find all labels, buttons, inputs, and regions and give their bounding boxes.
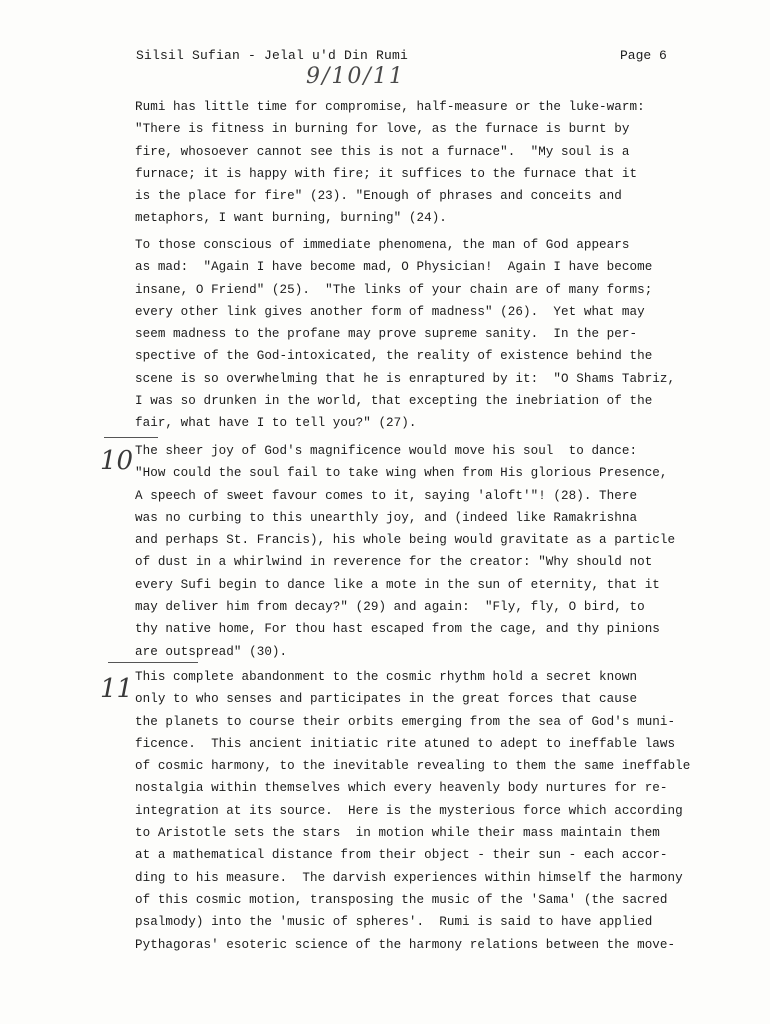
text-line: to Aristotle sets the stars in motion while their mass maintain them xyxy=(135,826,660,841)
text-line: fair, what have I to tell you?" (27). xyxy=(135,416,417,431)
text-line: at a mathematical distance from their object - their sun - each accor- xyxy=(135,848,668,863)
margin-note-10: 10 xyxy=(100,446,134,476)
text-line: I was so drunken in the world, that excepting the inebriation of the xyxy=(135,394,653,409)
text-line: may deliver him from decay?" (29) and again: "Fly, fly, O bird, to xyxy=(135,600,645,615)
text-line: "How could the soul fail to take wing when from His glorious Presence, xyxy=(135,466,668,481)
text-line: To those conscious of immediate phenomena, the man of God appears xyxy=(135,238,630,252)
paragraph-2 xyxy=(135,234,735,435)
text-line: ficence. This ancient initiatic rite atuned to adept to ineffable laws xyxy=(135,736,676,751)
text-line: metaphors, I want burning, burning" (24). xyxy=(135,211,447,226)
text-line: was no curbing to this unearthly joy, and (indeed like Ramakrishna xyxy=(135,510,638,525)
pencil-divider-line xyxy=(108,662,198,663)
text-line: fire, whosoever cannot see this is not a furnace". "My soul is a xyxy=(135,144,630,159)
text-line: insane, O Friend" (25). "The links of your chain are of many forms; xyxy=(135,282,653,297)
text-line: only to who senses and participates in the great forces that cause xyxy=(135,692,638,707)
margin-note-11: 11 xyxy=(100,674,134,704)
text-line: are outspread" (30). xyxy=(135,644,288,659)
paragraph-1 xyxy=(135,96,735,230)
text-line: and perhaps St. Francis), his whole being would gravitate as a particle xyxy=(135,533,676,548)
text-line: of this cosmic motion, transposing the music of the 'Sama' (the sacred xyxy=(135,892,668,907)
text-line: integration at its source. Here is the mysterious force which according xyxy=(135,803,683,818)
page-number: Page 6 xyxy=(620,48,667,63)
text-line: is the place for fire" (23). "Enough of phrases and conceits and xyxy=(135,189,622,204)
text-line: psalmody) into the 'music of spheres'. Rumi is said to have applied xyxy=(135,915,653,930)
text-line: Pythagoras' esoteric science of the harmony relations between the move- xyxy=(135,937,676,952)
text-line: scene is so overwhelming that he is enraptured by it: "O Shams Tabriz, xyxy=(135,371,676,386)
text-line: seem madness to the profane may prove supreme sanity. In the per- xyxy=(135,327,638,342)
text-line: spective of the God-intoxicated, the reality of existence behind the xyxy=(135,349,653,364)
pencil-divider-line xyxy=(104,437,158,438)
text-line: "There is fitness in burning for love, as the furnace is burnt by xyxy=(135,122,630,137)
text-line: thy native home, For thou hast escaped from the cage, and thy pinions xyxy=(135,622,660,637)
text-line: furnace; it is happy with fire; it suffices to the furnace that it xyxy=(135,166,638,181)
text-line: ding to his measure. The darvish experiences within himself the harmony xyxy=(135,870,683,885)
text-line: This complete abandonment to the cosmic rhythm hold a secret known xyxy=(135,670,638,684)
paragraph-4 xyxy=(135,666,735,956)
document-title: Silsil Sufian - Jelal u'd Din Rumi xyxy=(136,48,409,63)
text-line: every Sufi begin to dance like a mote in the sun of eternity, that it xyxy=(135,577,660,592)
text-line: every other link gives another form of madness" (26). Yet what may xyxy=(135,304,645,319)
paragraph-3 xyxy=(135,440,735,663)
text-line: nostalgia within themselves which every heavenly body nurtures for re- xyxy=(135,781,668,796)
text-line: of cosmic harmony, to the inevitable revealing to them the same ineffable xyxy=(135,759,691,774)
text-line: the planets to course their orbits emerging from the sea of God's muni- xyxy=(135,714,676,729)
text-line: Rumi has little time for compromise, half-measure or the luke-warm: xyxy=(135,100,645,114)
text-line: as mad: "Again I have become mad, O Physician! Again I have become xyxy=(135,260,653,275)
text-line: A speech of sweet favour comes to it, saying 'aloft'"! (28). There xyxy=(135,488,638,503)
text-line: The sheer joy of God's magnificence would move his soul to dance: xyxy=(135,444,638,458)
text-line: of dust in a whirlwind in reverence for the creator: "Why should not xyxy=(135,555,653,570)
handwritten-date-annotation: 9/10/11 xyxy=(306,64,405,89)
